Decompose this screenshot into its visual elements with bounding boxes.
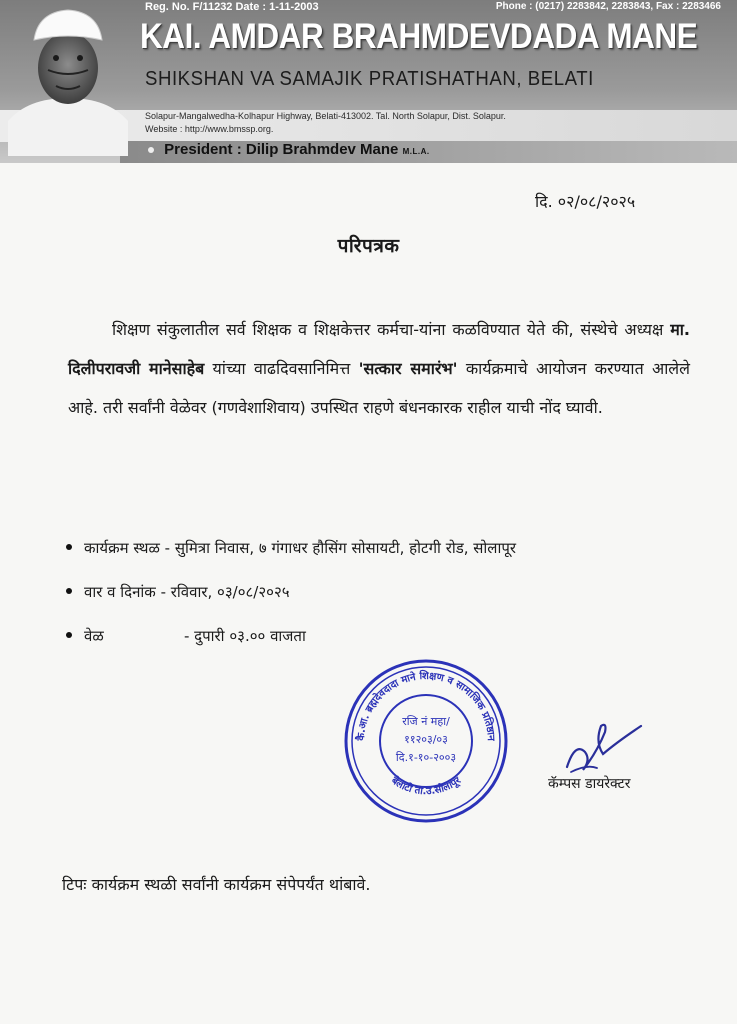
stamp-ring-text: कै.आ. ब्रह्मदेवदादा माने शिक्षण व सामाजिक प्रतिष्ठान xyxy=(355,670,497,742)
detail-value: - दुपारी ०३.०० वाजता xyxy=(184,627,306,645)
bullet-icon xyxy=(66,588,72,594)
president-name-bold: मा. दिलीपरावजी मानेसाहेब xyxy=(68,320,690,378)
signature-mark xyxy=(557,712,647,782)
detail-label: वेळ xyxy=(84,627,104,645)
footnote: टिपः कार्यक्रम स्थळी सर्वांनी कार्यक्रम संपेपर्यंत थांबावे. xyxy=(62,875,371,894)
detail-value: - सुमित्रा निवास, ७ गंगाधर हौसिंग सोसायटी, होटगी रोड, सोलापूर xyxy=(164,539,517,557)
letter-date: दि. ०२/०८/२०२५ xyxy=(535,192,636,211)
bullet-icon xyxy=(66,632,72,638)
president-suffix: M.L.A. xyxy=(402,147,430,156)
detail-label: वार व दिनांक xyxy=(84,583,156,601)
svg-text:बेलाटी ता.उ.सोलापूर xyxy=(388,773,464,797)
body-line2-start: संस्थेचे अध्यक्ष xyxy=(580,320,664,339)
detail-venue xyxy=(66,532,706,564)
president-name: President : Dilip Brahmdev Mane xyxy=(164,141,399,158)
stamp-center-line1: रजि नं महा/ xyxy=(402,715,450,728)
organization-address: Solapur-Mangalwedha-Kolhapur Highway, Belati-413002. Tal. North Solapur, Dist. Solapur. xyxy=(145,111,506,121)
detail-day-date xyxy=(66,576,706,608)
bullet-icon xyxy=(66,544,72,550)
president-line xyxy=(148,140,430,162)
event-details xyxy=(66,532,706,664)
circular-body xyxy=(68,310,690,427)
registration-number: Reg. No. F/11232 Date : 1-11-2003 xyxy=(145,1,319,13)
body-line3: कार्यक्रमाचे आयोजन करण्यात आलेले आहे. तरी सर्वांनी वेळेवर (गणवेशाशिवाय) उपस्थित राहणे बंधनकारक राहील याची नोंद घ्यावी. xyxy=(68,359,691,417)
body-line2-end: यांच्या वाढदिवसानिमित्त xyxy=(212,359,351,378)
circular-heading: परिपत्रक xyxy=(337,235,400,257)
stamp-center-line2: ११२०३/०३ xyxy=(404,733,448,746)
organization-website: Website : http://www.bmssp.org. xyxy=(145,124,274,134)
institution-seal-stamp xyxy=(342,657,510,825)
event-name-bold: 'सत्कार समारंभ' xyxy=(358,359,458,378)
founder-portrait xyxy=(8,6,128,156)
stamp-bottom-text: बेलाटी ता.उ.सोलापूर xyxy=(388,775,464,798)
stamp-center-line3: दि.१-१०-२००३ xyxy=(395,751,457,764)
body-line1: शिक्षण संकुलातील सर्व शिक्षक व शिक्षकेत्तर कर्मचा-यांना कळविण्यात येते की, xyxy=(112,320,574,339)
president-bullet xyxy=(148,147,154,153)
organization-name: KAI. AMDAR BRAHMDEVDADA MANE xyxy=(140,17,698,56)
letterhead xyxy=(0,0,737,163)
detail-time xyxy=(66,620,706,652)
detail-value: - रविवार, ०३/०८/२०२५ xyxy=(160,583,290,601)
signatory-designation: कॅम्पस डायरेक्टर xyxy=(548,776,631,792)
phone-fax: Phone : (0217) 2283842, 2283843, Fax : 2283466 xyxy=(495,1,721,12)
detail-label: कार्यक्रम स्थळ xyxy=(84,539,160,557)
organization-subtitle: SHIKSHAN VA SAMAJIK PRATISHATHAN, BELATI xyxy=(145,68,594,90)
